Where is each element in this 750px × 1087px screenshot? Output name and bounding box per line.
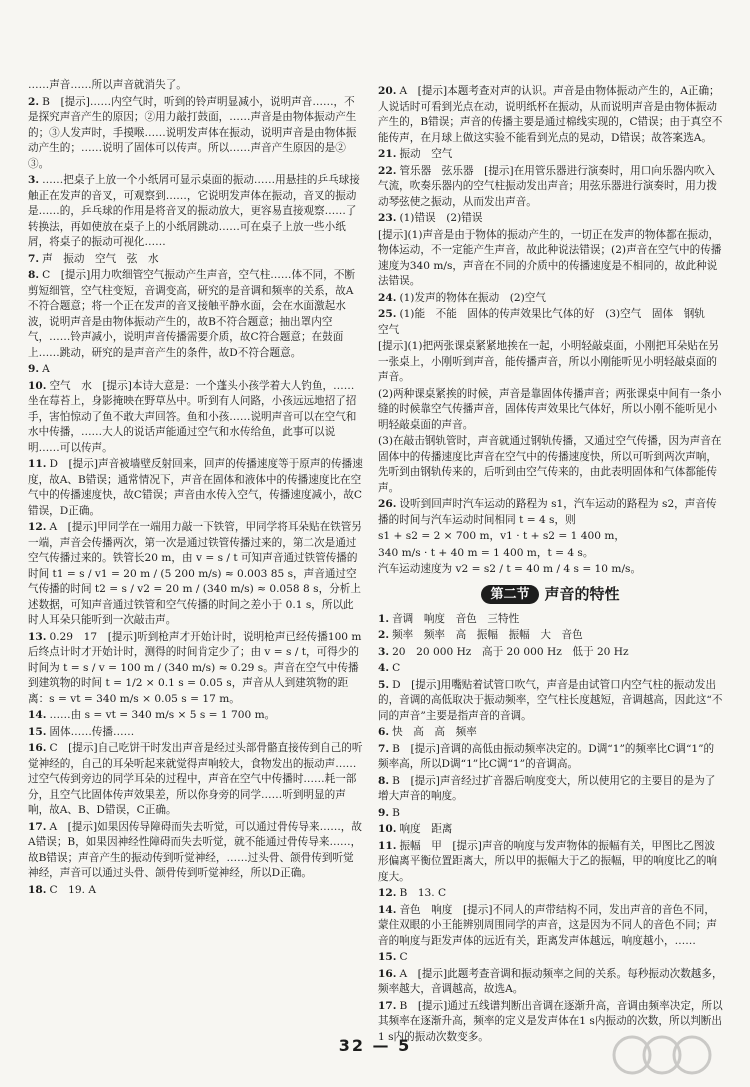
answer-item xyxy=(378,678,723,725)
answer-text: 20 20 000 Hz 高于 20 000 Hz 低于 20 Hz xyxy=(392,645,629,658)
answer-text: A [提示]如果因传导障碍而失去听觉，可以通过骨传导来……，故A错误；B，如果因神经性障碍而失去听觉，就不能通过骨传导来……，故B错误；声音产生的振动传到听觉神经，……过头骨、颌骨传到听觉神经，声音可以通过头骨、颌骨传到听觉神经，所以D正确。 xyxy=(28,820,362,879)
answer-number: 7. xyxy=(28,252,40,265)
answer-number: 2. xyxy=(28,95,40,108)
answer-text: (1)发声的物体在振动 (2)空气 xyxy=(399,291,546,304)
answer-item xyxy=(378,661,723,677)
answer-item xyxy=(378,211,723,227)
answer-item xyxy=(378,307,723,338)
answer-item xyxy=(378,628,723,644)
answer-number: 4. xyxy=(378,662,390,674)
answer-number: 11. xyxy=(378,839,397,852)
answer-text: (1)错误 (2)错误 xyxy=(399,212,483,224)
answer-number: 6. xyxy=(378,726,390,738)
answer-item xyxy=(378,967,723,998)
answer-item xyxy=(378,434,723,496)
answer-text: D [提示]用嘴贴着试管口吹气，声音是由试管口内空气柱的振动发出的，音调的高低取决于振动频率，空气柱长度越短，音调越高，因此这“不同的声音”主要是指声音的音调。 xyxy=(378,678,723,722)
section-title: 声音的特性 xyxy=(544,584,620,603)
answer-number: 2. xyxy=(378,629,390,641)
answer-number: 22. xyxy=(378,164,397,177)
answer-text: 快 高 高 频率 xyxy=(392,726,477,738)
right-answers xyxy=(378,84,723,578)
answer-item xyxy=(378,562,723,578)
answer-text: s1 + s2 = 2 × 700 m，v1 · t + s2 = 1 400 m， xyxy=(378,530,625,542)
answer-number: 8. xyxy=(28,269,40,281)
answer-item xyxy=(28,252,363,268)
answer-number: 5. xyxy=(378,678,390,691)
answer-item xyxy=(28,741,363,819)
answer-number: 8. xyxy=(378,774,390,787)
answer-text: 音调 响度 音色 三特性 xyxy=(392,612,520,625)
answer-number: 16. xyxy=(28,742,47,754)
answer-number: 14. xyxy=(28,709,47,721)
answer-number: 13. xyxy=(28,630,47,643)
answer-number: 7. xyxy=(378,742,390,755)
right-column xyxy=(378,84,723,1046)
answer-text: 声 振动 空气 弦 水 xyxy=(42,252,159,265)
section-answers xyxy=(378,612,723,1046)
answer-text: B 13. C xyxy=(399,887,447,899)
answer-item xyxy=(378,903,723,950)
answer-item xyxy=(28,708,363,724)
answer-item xyxy=(378,228,723,290)
answer-text: (3)在敲击钢轨管时，声音就通过钢轨传播，又通过空气传播，因为声音在固体中的传播速度比声音在空气中的传播速度快，所以可听到两次声响，先听到由钢轨传来的，后听到由空气传来的，由此表明固体和气体都能传声。 xyxy=(378,435,722,494)
answer-item xyxy=(28,520,363,629)
answer-text: ……由 s = vt = 340 m/s × 5 s = 1 700 m。 xyxy=(49,709,276,721)
answer-item xyxy=(28,630,363,708)
answer-item xyxy=(378,147,723,163)
answer-item xyxy=(28,362,363,378)
answer-number: 24. xyxy=(378,291,397,304)
answer-text: 管乐器 弦乐器 [提示]在用管乐器进行演奏时，用口向乐器内吹入气流，吹奏乐器内的空气柱振动发出声音；用弦乐器进行演奏时，用力拨动琴弦使之振动，从而发出声音。 xyxy=(378,164,717,208)
answer-item xyxy=(378,806,723,822)
answer-number: 12. xyxy=(378,887,397,899)
page-number: 32 — 5 xyxy=(338,1036,412,1055)
answer-item xyxy=(28,820,363,882)
answer-number: 14. xyxy=(378,903,397,916)
answer-text: A [提示]此题考查音调和振动频率之间的关系。每秒振动次数越多，频率越大，音调越高，故选A。 xyxy=(378,967,723,995)
answer-text: A [提示]本题考查对声的认识。声音是由物体振动产生的，A正确；人说话时可看到光点在动，说明纸杯在振动，从而说明声音是由物体振动产生的，B错误；声音的传播主要是通过棉线实现的，C错误；由于真空不能传声，在月球上做这实验不能看到光点的晃动，D错误；故答案选A。 xyxy=(378,85,723,144)
answer-item xyxy=(28,379,363,457)
answer-number: 3. xyxy=(378,645,390,658)
answer-text: D [提示]声音被墙壁反射回来，回声的传播速度等于原声的传播速度，故A、B错误；通常情况下，声音在固体和液体中的传播速度比在空气中的传播速度快，故C错误；声音由水传入空气，传播速度减小，故C错误，D正确。 xyxy=(28,458,363,517)
answer-item xyxy=(378,725,723,741)
answer-item xyxy=(28,268,363,361)
left-column xyxy=(28,78,363,899)
answer-text: ……把桌子上放一个小纸屑可显示桌面的振动……用悬挂的乒乓球接触正在发声的音叉，可观察到……，它说明发声体在振动，音叉的振动是……的，乒乓球的作用是将音叉的振动放大，更容易直接观察……了转换法，再如使放在桌子上的小纸屑跳动……可在桌子上放一些小纸屑，将桌子的振动可视化…… xyxy=(28,174,360,248)
answer-number: 3. xyxy=(28,174,40,186)
answer-item xyxy=(378,886,723,902)
watermark-logo xyxy=(610,1030,730,1080)
section-badge: 第二节 xyxy=(481,585,538,605)
answer-text: B [提示]音调的高低由振动频率决定的。D调“1”的频率比C调“1”的频率高，所以D调“1”比C调“1”的音调高。 xyxy=(378,742,715,770)
answer-text: A [提示]甲同学在一端用力敲一下铁管，甲同学将耳朵贴在铁管另一端，声音会传播两次，第一次是通过铁管传播过来的，第二次是通过空气传播过来的。铁管长20 m，由 v = s / t 可知声音通过铁管传播的时间 t1 = s / v1 = 20 m / (5 200 m/s) ≈ 0.003 85 s，声音通过空气传播的时间 t2 = s / v2 = 20 m / (340 m/s) ≈ 0.058 8 s，分析上述数据，可知声音通过铁管和空气传播的时间之差小于 0.1 s，所以此时人耳朵只能听到一次敲击声。 xyxy=(28,521,362,626)
answer-text: 固体……传播…… xyxy=(49,725,135,738)
answer-text: B [提示]声音经过扩音器后响度变大，所以使用它的主要目的是为了增大声音的响度。 xyxy=(378,774,716,802)
answer-text: [提示](1)声音是由于物体的振动产生的，一切正在发声的物体都在振动，物体运动，不一定能产生声音，故此种说法错误；(2)声音在空气中的传播速度为340 m/s，声音在不同的介质中的传播速度是不相同的，故此种说法错误。 xyxy=(378,228,722,287)
answer-item xyxy=(378,839,723,886)
answer-item xyxy=(28,883,363,899)
answer-number: 12. xyxy=(28,521,47,533)
answer-number: 9. xyxy=(378,806,390,819)
answer-item xyxy=(28,173,363,251)
answer-number: 17. xyxy=(28,820,47,833)
answer-text: ……声音……所以声音就消失了。 xyxy=(28,79,187,91)
answer-item xyxy=(28,725,363,741)
answer-text: C 19. A xyxy=(49,883,97,896)
answer-number: 18. xyxy=(28,883,47,896)
answer-text: (2)两种课桌紧挨的时候，声音是靠固体传播声音；两张课桌中间有一条小缝的时候靠空气传播声音，固体传声效果比气体好，所以小刚不能听见小明轻敲桌面的声音。 xyxy=(378,387,722,431)
answer-text: B xyxy=(392,806,400,819)
answer-item xyxy=(378,742,723,773)
answer-item xyxy=(28,78,363,94)
answer-text: 响度 距离 xyxy=(399,823,453,835)
answer-number: 17. xyxy=(378,999,397,1012)
answer-item xyxy=(378,645,723,661)
answer-item xyxy=(28,95,363,173)
section-heading xyxy=(378,584,723,606)
answer-number: 11. xyxy=(28,458,47,470)
answer-item xyxy=(28,457,363,519)
answer-item xyxy=(378,822,723,838)
answer-text: [提示](1)把两张课桌紧紧地挨在一起，小明轻敲桌面，小刚把耳朵贴在另一张桌上，小刚听到声音，能传播声音，所以小刚能听见小明轻敲桌面的声音。 xyxy=(378,340,720,383)
answer-text: C [提示]用力吹细管空气振动产生声音，空气柱……体不同，不断剪短细管，空气柱变短，音调变高，研究的是音调和频率的关系，故A不符合题意；将一个正在发声的音叉接触平静水面，会在水面激起水波，说明声音是由物体振动产生的，故B不符合题意；抽出罩内空气，……铃声减小，说明声音传播需要介质，故C符合题意；在鼓面上……跳动，研究的是声音产生的条件，故D不符合题意。 xyxy=(28,269,356,359)
answer-number: 9. xyxy=(28,363,40,375)
answer-item xyxy=(378,291,723,307)
answer-item xyxy=(378,84,723,146)
answer-number: 15. xyxy=(378,951,397,963)
answer-item xyxy=(378,612,723,628)
answer-item xyxy=(378,529,723,545)
answer-text: 0.29 17 [提示]听到枪声才开始计时，说明枪声已经传播100 m后终点计时才开始计时，测得的时间肯定少了；由 v = s / t，可得少的时间为 t = s / v = 100 m / (340 m/s) ≈ 0.29 s。声音在空气中传播到建筑物的时间 t = 1/2 × 0.1 s = 0.05 s，声音从人到建筑物的距离：s = vt = 340 m/s × 0.05 s = 17 m。 xyxy=(28,630,362,705)
answer-text: A xyxy=(42,363,50,375)
answer-number: 23. xyxy=(378,212,397,224)
answer-text: 340 m/s · t + 40 m = 1 400 m，t = 4 s。 xyxy=(378,546,594,559)
answer-text: C xyxy=(392,662,401,674)
answer-text: 设听到回声时汽车运动的路程为 s1，汽车运动的路程为 s2，声音传播的时间与汽车运动时间相同 t = 4 s，则 xyxy=(378,498,717,526)
answer-number: 25. xyxy=(378,308,397,320)
answer-text: (1)能 不能 固体的传声效果比气体的好 (3)空气 固体 钢轨 空气 xyxy=(378,308,716,336)
answer-text: 汽车运动速度为 v2 = s2 / t = 40 m / 4 s = 10 m/s。 xyxy=(378,563,642,575)
answer-text: 振幅 甲 [提示]声音的响度与发声物体的振幅有关，甲图比乙图波形偏离平衡位置距离大，所以甲的振幅大于乙的振幅，甲的响度比乙的响度大。 xyxy=(378,839,717,883)
answer-text: B [提示]……内空气时，听到的铃声明显减小，说明声音……，不是探究声音产生的原因；②用力敲打鼓面，……声音是由物体振动产生的；③人发声时，手摸喉……说明发声体在振动，说明声音是由物体振动产生的；……说明了固体可以传声。所以……声音产生原因的是②③。 xyxy=(28,95,357,170)
answer-text: B [提示]通过五线谱判断出音调在逐渐升高，音调由频率决定，所以其频率在逐渐升高，频率的定义是发声体在1 s内振动的次数，所以判断出1 s内的振动次数变多。 xyxy=(378,999,723,1043)
answer-item xyxy=(378,164,723,211)
answer-item xyxy=(378,497,723,528)
answer-item xyxy=(378,387,723,434)
answer-item xyxy=(378,339,723,386)
answer-number: 16. xyxy=(378,967,397,980)
answer-text: 空气 水 [提示]本诗大意是：一个蓬头小孩学着大人钓鱼，……坐在莓苔上，身影掩映在野草丛中。听到有人问路，小孩远远地招了招手，害怕惊动了鱼不敢大声回答。鱼和小孩……说明声音可以在空气和水中传播，……大人的说话声能通过空气和水传给鱼，此事可以说明……可以传声。 xyxy=(28,379,357,454)
answer-text: C [提示]自己吃饼干时发出声音是经过头部骨骼直接传到自己的听觉神经的，自己的耳朵听起来就觉得声响较大，食物发出的振动声……过空气传到旁边的同学耳朵的过程中，声音在空气中传播时……耗一部分，且空气比固体传声效果差，所以你身旁的同学……听到明显的声响，故A、B、D错误，C正确。 xyxy=(28,742,363,816)
answer-item xyxy=(378,774,723,805)
answer-number: 20. xyxy=(378,85,397,97)
answer-text: 音色 响度 [提示]不同人的声带结构不同，发出声音的音色不同，蒙住双眼的小王能辨别周围同学的声音，这是因为不同人的音色不同；声音的响度与距发声体的远近有关，距离发声体越远，响度越小，…… xyxy=(378,903,717,947)
answer-text: C xyxy=(399,951,408,963)
answer-number: 21. xyxy=(378,148,397,160)
answer-number: 10. xyxy=(28,379,47,392)
answer-text: 振动 空气 xyxy=(399,148,453,160)
answer-item xyxy=(378,546,723,562)
answer-text: 频率 频率 高 振幅 振幅 大 音色 xyxy=(392,629,583,641)
answer-number: 15. xyxy=(28,725,47,738)
answer-number: 26. xyxy=(378,498,397,510)
answer-item xyxy=(378,950,723,966)
answer-number: 1. xyxy=(378,612,390,625)
answer-number: 10. xyxy=(378,823,397,835)
